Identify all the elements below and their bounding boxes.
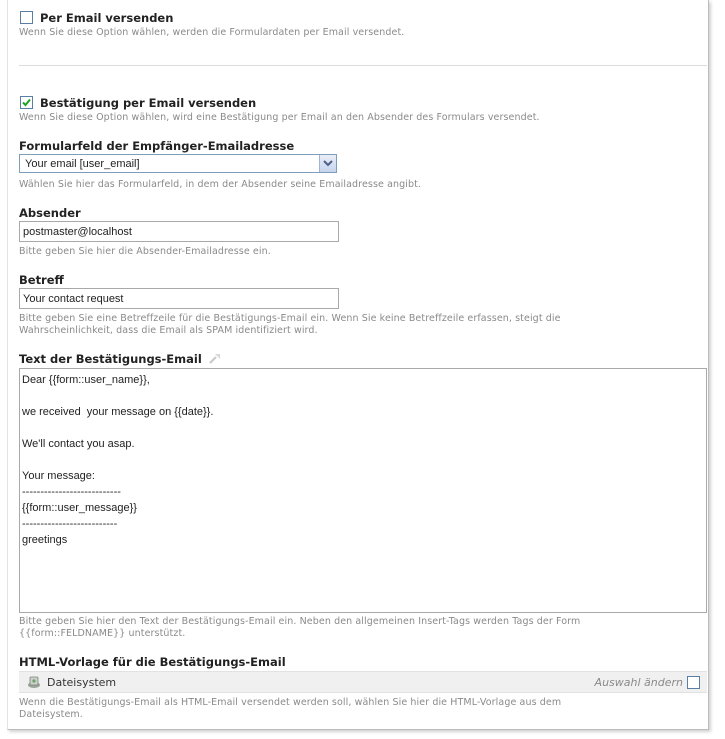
textarea-line: Your message:	[22, 470, 95, 482]
drive-icon	[27, 675, 41, 689]
html-template-selected: Dateisystem	[47, 676, 117, 689]
textarea-line: ---------------------------	[22, 486, 121, 498]
per-email-label[interactable]: Per Email versenden	[40, 11, 174, 25]
textarea-line: {{form::user_message}}	[22, 502, 137, 514]
sender-value: postmaster@localhost	[23, 226, 132, 238]
recipient-field-select[interactable]	[19, 154, 337, 173]
recipient-field-value: Your email [user_email]	[25, 158, 140, 170]
subject-help-line-1: Bitte geben Sie eine Betreffzeile für die Bestätigungs-Email ein. Wenn Sie keine Betreffzeile erfassen, steigt die	[19, 313, 561, 324]
confirm-email-checkbox[interactable]	[20, 96, 33, 109]
subject-value: Your contact request	[23, 293, 124, 305]
dropdown-button[interactable]	[319, 155, 336, 172]
textarea-line: we received your message on {{date}}.	[22, 406, 214, 418]
textarea-line: --------------------------	[22, 518, 118, 530]
subject-help-line-2: Wahrscheinlichkeit, dass die Email als SPAM identifiziert wird.	[19, 325, 318, 336]
sender-help: Bitte geben Sie hier die Absender-Emailadresse ein.	[19, 246, 271, 257]
recipient-field-help: Wählen Sie hier das Formularfeld, in dem der Absender seine Emailadresse angibt.	[19, 179, 422, 190]
mail-text-label: Text der Bestätigungs-Email	[19, 352, 202, 366]
html-template-label: HTML-Vorlage für die Bestätigungs-Email	[19, 655, 286, 669]
checkmark-icon	[21, 97, 32, 108]
textarea-line: greetings	[22, 534, 68, 546]
per-email-checkbox[interactable]	[20, 11, 33, 24]
mail-text-help-line-1: Bitte geben Sie hier den Text der Bestätigungs-Email ein. Neben den allgemeinen Insert-Tags werden Tags der Form	[19, 616, 581, 627]
change-selection-checkbox[interactable]	[687, 676, 700, 689]
per-email-help: Wenn Sie diese Option wählen, werden die Formulardaten per Email versendet.	[19, 27, 405, 38]
recipient-field-label: Formularfeld der Empfänger-Emailadresse	[19, 139, 295, 153]
html-template-row	[19, 671, 707, 693]
sender-label: Absender	[19, 206, 81, 220]
mail-text-help-line-2: {{form::FELDNAME}} unterstützt.	[19, 628, 186, 639]
wizard-icon[interactable]	[209, 353, 221, 365]
subject-label: Betreff	[19, 273, 64, 287]
mail-text-textarea[interactable]	[19, 368, 707, 613]
confirm-email-help: Wenn Sie diese Option wählen, wird eine Bestätigung per Email an den Absender des Formulars versendet.	[19, 112, 540, 123]
section-divider	[19, 65, 707, 66]
subject-input[interactable]	[19, 288, 339, 309]
change-selection-label[interactable]: Auswahl ändern	[594, 676, 683, 689]
confirm-email-label[interactable]: Bestätigung per Email versenden	[40, 96, 257, 110]
html-template-help-line-1: Wenn die Bestätigungs-Email als HTML-Email versendet werden soll, wählen Sie hier die HTML-Vorlage aus dem	[19, 697, 562, 708]
textarea-line: We'll contact you asap.	[22, 438, 135, 450]
sender-input[interactable]	[19, 221, 339, 242]
html-template-help-line-2: Dateisystem.	[19, 709, 83, 720]
textarea-line: Dear {{form::user_name}},	[22, 374, 150, 386]
chevron-down-icon	[320, 155, 336, 172]
